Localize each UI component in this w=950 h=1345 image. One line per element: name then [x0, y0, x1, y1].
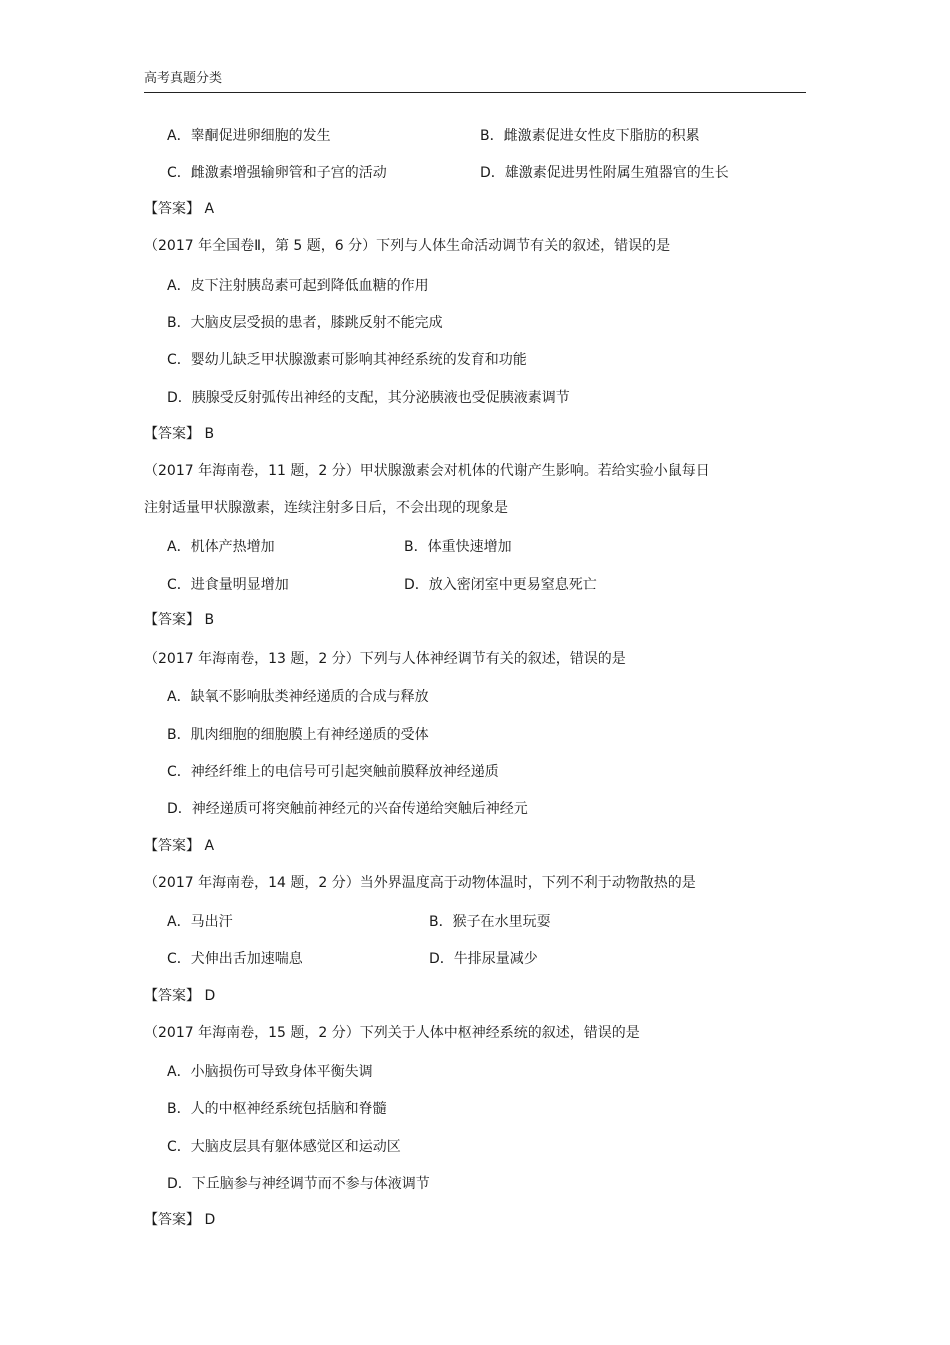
option-line: D．雄激素促进男性附属生殖器官的生长	[480, 165, 729, 181]
question-stem: （2017 年海南卷，14 题，2 分）当外界温度高于动物体温时，下列不利于动物散热的是	[144, 875, 696, 891]
header-rule	[144, 92, 806, 93]
option-line: B．雌激素促进女性皮下脂肪的积累	[480, 128, 700, 144]
option-line: A．马出汗	[167, 914, 233, 930]
option-line: D．神经递质可将突触前神经元的兴奋传递给突触后神经元	[167, 801, 528, 817]
option-line: D．牛排尿量减少	[429, 951, 538, 967]
option-line: C．大脑皮层具有躯体感觉区和运动区	[167, 1139, 401, 1155]
option-line: C．神经纤维上的电信号可引起突触前膜释放神经递质	[167, 764, 499, 780]
question-stem: （2017 年海南卷，13 题，2 分）下列与人体神经调节有关的叙述，错误的是	[144, 651, 626, 667]
option-line: C．雌激素增强输卵管和子宫的活动	[167, 165, 387, 181]
option-line: C．犬伸出舌加速喘息	[167, 951, 303, 967]
option-line: B．大脑皮层受损的患者，膝跳反射不能完成	[167, 315, 443, 331]
question-stem: （2017 年全国卷Ⅱ，第 5 题，6 分）下列与人体生命活动调节有关的叙述，错误的是	[144, 238, 671, 254]
option-line: B．猴子在水里玩耍	[429, 914, 551, 930]
option-line: C．进食量明显增加	[167, 577, 289, 593]
option-line: B．体重快速增加	[404, 539, 512, 555]
question-stem: （2017 年海南卷，15 题，2 分）下列关于人体中枢神经系统的叙述，错误的是	[144, 1025, 640, 1041]
option-line: A．皮下注射胰岛素可起到降低血糖的作用	[167, 278, 429, 294]
option-line: C．婴幼儿缺乏甲状腺激素可影响其神经系统的发育和功能	[167, 352, 527, 368]
option-line: B．肌肉细胞的细胞膜上有神经递质的受体	[167, 727, 429, 743]
answer-line: 【答案】 D	[144, 1212, 216, 1228]
question-stem: （2017 年海南卷，11 题，2 分）甲状腺激素会对机体的代谢产生影响。若给实验小鼠每日	[144, 463, 710, 479]
answer-line: 【答案】 B	[144, 426, 215, 442]
option-line: A．睾酮促进卵细胞的发生	[167, 128, 331, 144]
answer-line: 【答案】 A	[144, 201, 215, 217]
option-line: D．下丘脑参与神经调节而不参与体液调节	[167, 1176, 430, 1192]
running-header: 高考真题分类	[144, 71, 223, 86]
option-line: B．人的中枢神经系统包括脑和脊髓	[167, 1101, 387, 1117]
option-line: A．小脑损伤可导致身体平衡失调	[167, 1064, 373, 1080]
answer-line: 【答案】 D	[144, 988, 216, 1004]
option-line: A．机体产热增加	[167, 539, 275, 555]
answer-line: 【答案】 A	[144, 838, 215, 854]
option-line: D．胰腺受反射弧传出神经的支配，其分泌胰液也受促胰液素调节	[167, 390, 570, 406]
option-line: D．放入密闭室中更易窒息死亡	[404, 577, 597, 593]
answer-line: 【答案】 B	[144, 612, 215, 628]
question-stem-continued: 注射适量甲状腺激素，连续注射多日后，不会出现的现象是	[144, 500, 508, 516]
option-line: A．缺氧不影响肽类神经递质的合成与释放	[167, 689, 429, 705]
